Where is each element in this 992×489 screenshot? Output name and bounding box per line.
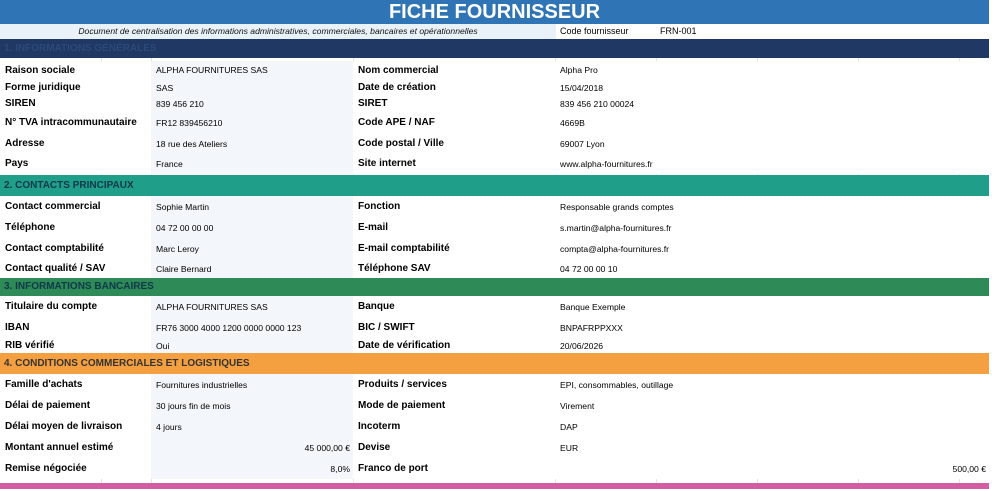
field-value[interactable]: www.alpha-fournitures.fr [555, 153, 989, 174]
table-row [0, 395, 989, 416]
field-label[interactable]: SIREN [0, 96, 151, 111]
field-value[interactable]: Sophie Martin [151, 196, 353, 217]
field-label[interactable]: Adresse [0, 134, 151, 153]
supplier-code-label[interactable]: Code fournisseur [560, 26, 629, 36]
table-row [0, 79, 989, 96]
field-label[interactable]: Remise négociée [0, 458, 151, 479]
table-row [0, 437, 989, 458]
field-label[interactable]: Date de vérification [353, 338, 555, 353]
field-value[interactable]: 45 000,00 € [151, 437, 353, 458]
field-value[interactable]: 69007 Lyon [555, 134, 989, 153]
field-label[interactable]: Délai de paiement [0, 395, 151, 416]
field-label[interactable]: Téléphone SAV [353, 259, 555, 278]
field-value[interactable]: s.martin@alpha-fournitures.fr [555, 217, 989, 238]
table-row [0, 111, 989, 134]
field-value[interactable]: Marc Leroy [151, 238, 353, 259]
field-label[interactable]: Produits / services [353, 374, 555, 395]
section-header-general[interactable]: 1. INFORMATIONS GÉNÉRALES [0, 39, 989, 58]
field-label[interactable]: N° TVA intracommunautaire [0, 111, 151, 134]
table-row [0, 338, 989, 353]
field-value[interactable]: 30 jours fin de mois [151, 395, 353, 416]
field-value[interactable]: BNPAFRPPXXX [555, 317, 989, 338]
field-label[interactable]: Fonction [353, 196, 555, 217]
field-value[interactable]: FR12 839456210 [151, 111, 353, 134]
section-header-banking[interactable]: 3. INFORMATIONS BANCAIRES [0, 278, 989, 296]
field-value[interactable]: Virement [555, 395, 989, 416]
table-row [0, 416, 989, 437]
field-value[interactable]: ALPHA FOURNITURES SAS [151, 61, 353, 79]
field-value[interactable]: FR76 3000 4000 1200 0000 0000 123 [151, 317, 353, 338]
field-label[interactable]: Téléphone [0, 217, 151, 238]
field-value[interactable]: Fournitures industrielles [151, 374, 353, 395]
table-row [0, 238, 989, 259]
table-row [0, 196, 989, 217]
field-value[interactable]: 500,00 € [555, 458, 989, 479]
field-label[interactable]: Devise [353, 437, 555, 458]
field-label[interactable]: E-mail [353, 217, 555, 238]
field-value[interactable]: DAP [555, 416, 989, 437]
field-label[interactable]: SIRET [353, 96, 555, 111]
field-value[interactable]: 18 rue des Ateliers [151, 134, 353, 153]
field-label[interactable]: Montant annuel estimé [0, 437, 151, 458]
table-row [0, 134, 989, 153]
table-row [0, 96, 989, 111]
table-row [0, 61, 989, 79]
field-value[interactable]: Responsable grands comptes [555, 196, 989, 217]
field-value[interactable]: Alpha Pro [555, 61, 989, 79]
field-label[interactable]: Franco de port [353, 458, 555, 479]
supplier-code-value[interactable]: FRN-001 [660, 26, 697, 36]
field-label[interactable]: Titulaire du compte [0, 296, 151, 317]
table-row [0, 296, 989, 317]
field-label[interactable]: Raison sociale [0, 61, 151, 79]
field-value[interactable]: compta@alpha-fournitures.fr [555, 238, 989, 259]
field-label[interactable]: BIC / SWIFT [353, 317, 555, 338]
sheet-title[interactable]: FICHE FOURNISSEUR [0, 0, 989, 24]
field-value[interactable]: 4 jours [151, 416, 353, 437]
field-value[interactable]: 4669B [555, 111, 989, 134]
table-row [0, 317, 989, 338]
field-value[interactable]: 839 456 210 00024 [555, 96, 989, 111]
field-label[interactable]: Site internet [353, 153, 555, 174]
field-label[interactable]: Délai moyen de livraison [0, 416, 151, 437]
field-label[interactable]: Banque [353, 296, 555, 317]
field-value[interactable]: Banque Exemple [555, 296, 989, 317]
field-label[interactable]: Code APE / NAF [353, 111, 555, 134]
field-label[interactable]: Incoterm [353, 416, 555, 437]
table-row [0, 153, 989, 174]
field-value[interactable]: 15/04/2018 [555, 79, 989, 96]
field-value[interactable]: EUR [555, 437, 989, 458]
field-label[interactable]: Contact qualité / SAV [0, 259, 151, 278]
field-value[interactable]: Oui [151, 338, 353, 353]
field-label[interactable]: IBAN [0, 317, 151, 338]
field-label[interactable]: Contact comptabilité [0, 238, 151, 259]
field-label[interactable]: Code postal / Ville [353, 134, 555, 153]
subtitle-row [0, 24, 989, 39]
section-header-contacts[interactable]: 2. CONTACTS PRINCIPAUX [0, 175, 989, 196]
field-label[interactable]: E-mail comptabilité [353, 238, 555, 259]
field-label[interactable]: Contact commercial [0, 196, 151, 217]
field-label[interactable]: RIB vérifié [0, 338, 151, 353]
field-value[interactable]: EPI, consommables, outillage [555, 374, 989, 395]
field-value[interactable]: 04 72 00 00 10 [555, 259, 989, 278]
section-header-partial[interactable] [0, 483, 989, 489]
sheet-subtitle[interactable]: Document de centralisation des informations administratives, commerciales, bancaires et opérationnelles [0, 24, 556, 39]
field-value[interactable]: 04 72 00 00 00 [151, 217, 353, 238]
table-row [0, 458, 989, 479]
table-row [0, 217, 989, 238]
field-value[interactable]: France [151, 153, 353, 174]
field-label[interactable]: Date de création [353, 79, 555, 96]
field-value[interactable]: 839 456 210 [151, 96, 353, 111]
section-header-commercial[interactable]: 4. CONDITIONS COMMERCIALES ET LOGISTIQUES [0, 353, 989, 374]
table-row [0, 374, 989, 395]
field-label[interactable]: Famille d'achats [0, 374, 151, 395]
field-label[interactable]: Mode de paiement [353, 395, 555, 416]
field-label[interactable]: Nom commercial [353, 61, 555, 79]
field-value[interactable]: ALPHA FOURNITURES SAS [151, 296, 353, 317]
field-value[interactable]: 20/06/2026 [555, 338, 989, 353]
field-label[interactable]: Forme juridique [0, 79, 151, 96]
field-label[interactable]: Pays [0, 153, 151, 174]
field-value[interactable]: Claire Bernard [151, 259, 353, 278]
table-row [0, 259, 989, 278]
field-value[interactable]: SAS [151, 79, 353, 96]
field-value[interactable]: 8,0% [151, 458, 353, 479]
